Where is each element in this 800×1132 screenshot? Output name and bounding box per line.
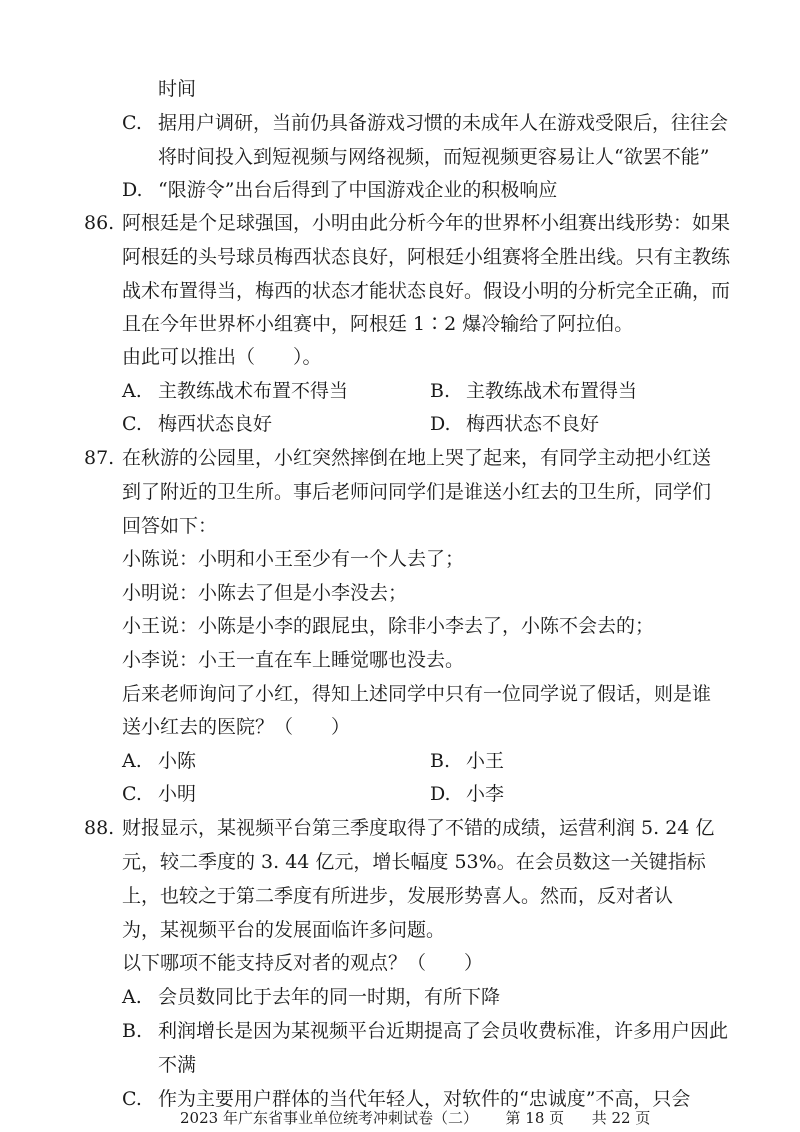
prev-continuation: 时间 [158,78,197,100]
q86-stem-line4: 且在今年世界杯小组赛中，阿根廷 1∶2 爆冷输给了阿拉伯。 [122,313,634,335]
q87-option-c-text: 小明 [158,783,197,805]
q87-prompt-line2: 送小红去的医院？（ ） [122,716,351,738]
q87-option-a-label: A. [122,750,142,772]
q88-stem-line4: 为，某视频平台的发展面临许多问题。 [122,919,446,941]
prev-option-c-line1: 据用户调研，当前仍具备游戏习惯的未成年人在游戏受限后，往往会 [158,112,729,134]
q86-option-b-label: B. [430,380,451,402]
q87-option-b-text: 小王 [466,750,505,772]
q88-option-a-label: A. [122,986,142,1008]
q87-statement-1: 小陈说：小明和小王至少有一个人去了； [122,548,465,570]
q86-option-b-text: 主教练战术布置得当 [466,380,638,402]
q87-option-b-label: B. [430,750,451,772]
q88-prompt: 以下哪项不能支持反对者的观点？（ ） [122,952,484,974]
q88-option-c-label: C. [122,1088,142,1110]
q87-option-c-label: C. [122,783,142,805]
q87-statement-2: 小明说：小陈去了但是小李没去； [122,582,408,604]
q87-prompt-line1: 后来老师询问了小红，得知上述同学中只有一位同学说了假话，则是谁 [122,683,712,705]
footer [180,1108,650,1128]
q88-stem-line2: 元，较二季度的 3. 44 亿元，增长幅度 53%。在会员数这一关键指标 [122,851,706,873]
footer-page-number: 第 18 页 [505,1109,565,1127]
prev-option-d-label: D. [122,179,143,201]
q87-option-a-text: 小陈 [158,750,197,772]
q86-stem-line1: 阿根廷是个足球强国，小明由此分析今年的世界杯小组赛出线形势：如果 [122,212,731,234]
q88-stem-line1: 财报显示，某视频平台第三季度取得了不错的成绩，运营利润 5. 24 亿 [122,817,715,839]
q86-option-c-label: C. [122,413,142,435]
footer-total-pages: 共 22 页 [591,1109,651,1127]
prev-option-c-label: C. [122,112,142,134]
q87-stem-line3: 回答如下： [122,515,218,537]
q86-option-a-label: A. [122,380,142,402]
q88-option-a-text: 会员数同比于去年的同一时期，有所下降 [158,986,501,1008]
q88-number: 88. [84,817,115,839]
q87-option-d-label: D. [430,783,451,805]
q87-option-d-text: 小李 [466,783,505,805]
q86-option-d-text: 梅西状态不良好 [466,413,600,435]
q86-number: 86. [84,212,115,234]
q86-option-a-text: 主教练战术布置不得当 [158,380,349,402]
q88-option-c-text: 作为主要用户群体的当代年轻人，对软件的“忠诚度”不高，只会 [158,1088,691,1110]
q88-option-b-line1: 利润增长是因为某视频平台近期提高了会员收费标准，许多用户因此 [158,1020,729,1042]
q86-option-d-label: D. [430,413,451,435]
prev-option-c-line2: 将时间投入到短视频与网络视频，而短视频更容易让人“欲罢不能” [158,146,710,168]
prev-option-d-text: “限游令”出台后得到了中国游戏企业的积极响应 [158,179,558,201]
q87-statement-3: 小王说：小陈是小李的跟屁虫，除非小李去了，小陈不会去的； [122,615,655,637]
q88-stem-line3: 上，也较之于第二季度有所进步，发展形势喜人。然而，反对者认 [122,885,674,907]
q86-stem-line2: 阿根廷的头号球员梅西状态良好，阿根廷小组赛将全胜出线。只有主教练 [122,246,731,268]
q87-statement-4: 小李说：小王一直在车上睡觉哪也没去。 [122,649,465,671]
q87-stem-line1: 在秋游的公园里，小红突然摔倒在地上哭了起来，有同学主动把小红送 [122,447,712,469]
q88-option-b-label: B. [122,1020,143,1042]
q86-option-c-text: 梅西状态良好 [158,413,273,435]
q86-stem-line3: 战术布置得当，梅西的状态才能状态良好。假设小明的分析完全正确，而 [122,280,731,302]
q88-option-b-line2: 不满 [158,1054,197,1076]
q87-number: 87. [84,447,115,469]
q86-prompt: 由此可以推出（ ）。 [122,346,322,368]
footer-exam-title: 2023 年广东省事业单位统考冲刺试卷（二） [180,1109,478,1127]
q87-stem-line2: 到了附近的卫生所。事后老师问同学们是谁送小红去的卫生所，同学们 [122,481,712,503]
